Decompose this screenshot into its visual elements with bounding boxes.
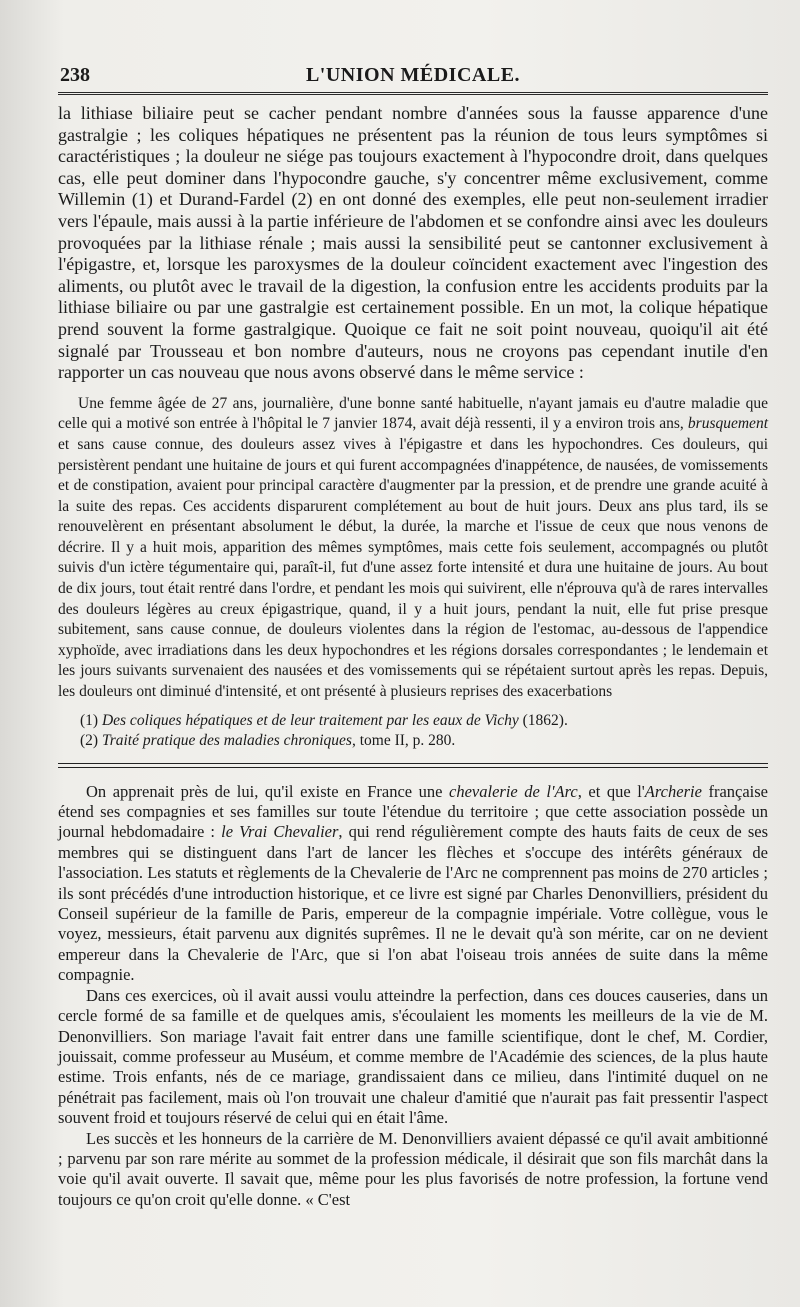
feuilleton-paragraph-2: Dans ces exercices, où il avait aussi voulu atteindre la perfection, dans ces douces causeries, dans un cercle formé de sa famille et de quelques amis, s'écoulaient les moments les meilleurs de la vie de M. Denonvilliers. Son mariage l'avait fait entrer dans une famille scientifique, dont le chef, M. Cordier, jouissait, comme professeur au Muséum, et comme membre de l'Académie des sciences, de la plus haute estime. Trois enfants, nés de ce mariage, grandissaient dans ce milieu, dans l'intimité duquel on ne pénétrait pas facilement, mais où l'on trouvait une chaleur d'amitié que n'aurait pas fait pressentir l'aspect souvent froid et toujours réservé de celui qui en était l'âme. (58, 985, 768, 1128)
page-header (58, 58, 768, 95)
case-report-text-2: et sans cause connue, des douleurs assez vives à l'épigastre et dans les hypochondres. Ces douleurs, qui persistèrent pendant une huitaine de jours et qui furent accompagnées d'inappétence, de nausées, de vomissements et de constipation, avaient pour principal caractère d'augmenter par la pression, et de prendre une grande acuité à la suite des repas. Ces accidents disparurent complétement au bout de huit jours. Deux ans plus tard, ils se renouvelèrent en présentant absolument le début, la durée, la marche et l'issue de ceux que nous venons de décrire. Il y a huit mois, apparition des mêmes symptômes, mais cette fois seulement, accompagnés ou plutôt suivis d'un ictère tégumentaire qui, paraît-il, fut d'une assez forte intensité et dura une huitaine de jours. Au bout de dix jours, tout était rentré dans l'ordre, et pendant les mois qui suivirent, elle n'éprouva qu'à de rares intervalles des douleurs légères au creux épigastrique, quand, il y a huit jours, pendant la nuit, elle fut prise presque subitement, sans cause connue, de douleurs violentes dans la région de l'estomac, au-dessous de l'appendice xyphoïde, avec irradiations dans les deux hypochondres et les régions dorsales correspondantes ; le lendemain et les jours suivants survenaient des nausées et des vomissements qui se répétaient surtout après les repas. Depuis, les douleurs ont diminué d'intensité, et ont présenté à plusieurs reprises des exacerbations (58, 435, 768, 701)
case-report-italic: brusquement (687, 415, 768, 433)
text-run: française étend ses compagnies et ses familles sur toute l'étendue du territoire ; que cette association possède un journal hebdomadaire : (58, 781, 769, 842)
footnote-title: Des coliques hépatiques et de leur traitement par les eaux de Vichy (101, 711, 519, 729)
footnote-marker: (1) (80, 711, 99, 729)
text-run: , et que l' (577, 781, 645, 801)
italic-run: le Vrai Chevalier (221, 822, 339, 842)
footnote-marker: (2) (80, 731, 99, 749)
intro-paragraph: la lithiase biliaire peut se cacher pendant nombre d'années sous la fausse apparence d'une gastralgie ; les coliques hépatiques ne présentent pas la réunion de tous leurs symptômes si caractéristiques ; la douleur ne siége pas toujours exactement à l'hypocondre droit, dans quelques cas, elle peut dominer dans l'hypocondre gauche, s'y concentrer même exclusivement, comme Willemin (1) et Durand-Fardel (2) en ont donné des exemples, elle peut non-seulement irradier vers l'épaule, mais aussi à la partie inférieure de l'abdomen et se confondre ainsi avec les douleurs provoquées par la lithiase rénale ; mais aussi la sensibilité peut se cantonner exclusivement à l'épigastre, et, lorsque les paroxysmes de la douleur coïncident exactement avec l'ingestion des aliments, ou plutôt avec le travail de la digestion, la confusion entre les accidents produits par la lithiase biliaire ou par une gastralgie est certainement possible. En un mot, la colique hépatique prend souvent la forme gastralgique. Quoique ce fait ne soit point nouveau, quoiqu'il ait été signalé par Trousseau et bon nombre d'auteurs, nous ne croyons pas cependant inutile d'en rapporter un cas nouveau que nous avons observé dans le même service : (58, 103, 768, 383)
text-run: , qui rend régulièrement compte des hauts faits de ceux de ses membres qui se distinguent dans l'art de lancer les flèches et s'occupe des intérêts généraux de l'association. Les statuts et règlements de la Chevalerie de l'Arc ne comprennent pas moins de 270 articles ; ils sont précédés d'une introduction historique, et ce livre est signé par Charles Denonvilliers, président du Conseil supérieur de la famille de Paris, empereur de la compagnie impériale. Votre collègue, vous le voyez, messieurs, était parvenu aux dignités suprêmes. Il ne le devait qu'à son mérite, car on ne devient empereur dans la Chevalerie de l'Arc, que si l'on abat l'oiseau trois années de suite dans la même compagnie. (58, 822, 769, 985)
running-title: L'UNION MÉDICALE. (305, 64, 521, 86)
footnote-rest: (1862). (518, 711, 568, 729)
italic-run: chevalerie de l'Arc (449, 781, 578, 801)
case-report-text-1: Une femme âgée de 27 ans, journalière, d'une bonne santé habituelle, n'ayant jamais eu d'autre maladie que celle qui a motivé son entrée à l'hôpital le 7 janvier 1874, avait déjà ressenti, il y a environ trois ans, (58, 394, 768, 433)
text-run: On apprenait près de lui, qu'il existe en France une (86, 781, 450, 801)
footnote-rest: , tome II, p. 280. (351, 731, 456, 749)
section-divider (58, 763, 768, 768)
footnote-1 (80, 711, 768, 731)
footnote-2 (80, 731, 768, 751)
feuilleton-paragraph-3: Les succès et les honneurs de la carrière de M. Denonvilliers avaient dépassé ce qu'il avait ambitionné ; parvenu par son rare mérite au sommet de la profession médicale, il désirait que son fils marchât dans la voie qu'il avait ouverte. Il savait que, même pour les plus favorisés de notre profession, la fortune vend toujours ce qu'on croit qu'elle donne. « C'est (58, 1128, 768, 1209)
feuilleton-section (58, 782, 768, 1211)
page-number: 238 (60, 64, 90, 86)
footnotes (58, 711, 768, 751)
italic-run: Archerie (644, 781, 702, 801)
footnote-title: Traité pratique des maladies chroniques (101, 731, 352, 749)
case-report-paragraph (58, 394, 768, 703)
feuilleton-paragraph-1 (58, 782, 768, 986)
